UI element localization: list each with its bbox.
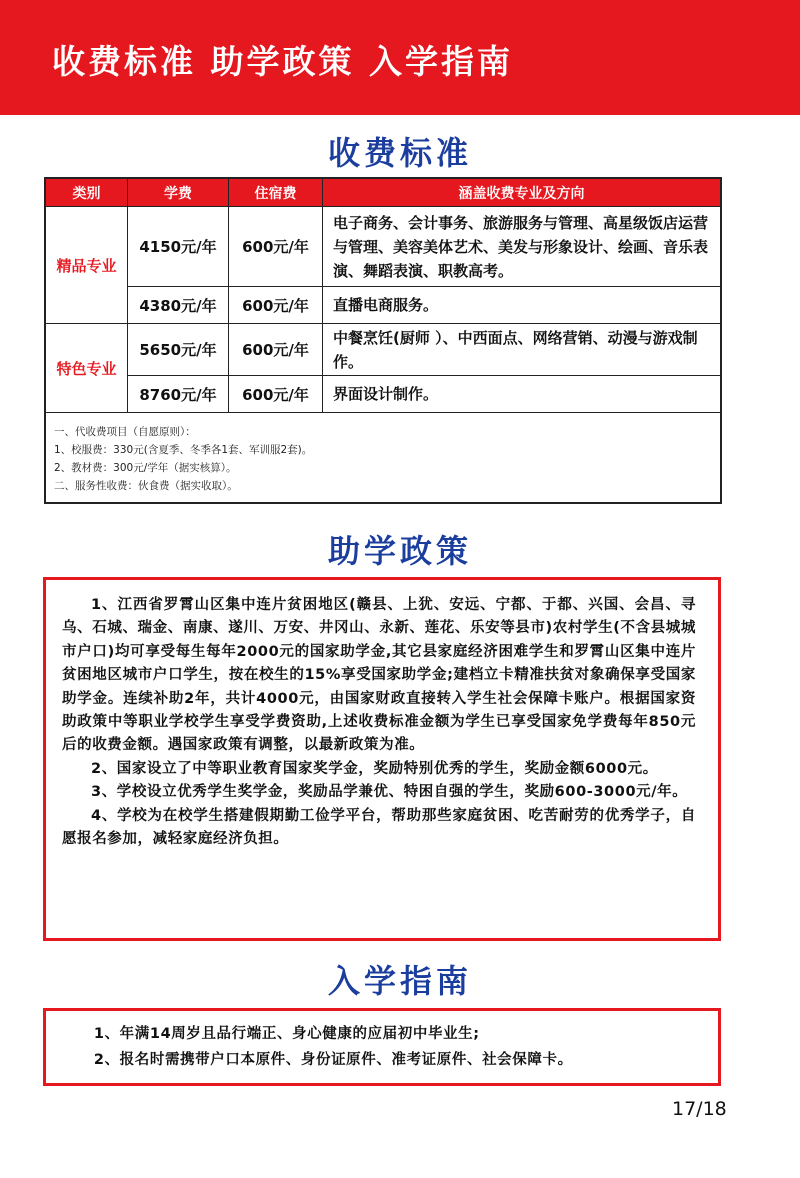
header-banner	[0, 0, 800, 115]
fees-section-title: 收费标准	[327, 134, 472, 172]
table-header-category: 类别	[46, 179, 128, 207]
tuition-cell: 4380元/年	[128, 287, 229, 324]
majors-cell: 中餐烹饪(厨师 ）、中西面点、网络营销、动漫与游戏制作。	[323, 324, 720, 376]
enroll-box	[43, 1008, 721, 1086]
table-header-tuition: 学费	[128, 179, 229, 207]
policy-paragraph: 1、江西省罗霄山区集中连片贫困地区(赣县、上犹、安远、宁都、于都、兴国、会昌、寻乌、石城、瑞金、南康、遂川、万安、井冈山、永新、莲花、乐安等县市)农村学生(不含县城城市户口)均可享受每生每年2000元的国家助学金,其它县家庭经济困难学生和罗霄山区集中连片贫困地区城市户口学生，按在校生的15%享受国家助学金;建档立卡精准扶贫对象确保享受国家助学金。连续补助2年，共计4000元，由国家财政直接转入学生社会保障卡账户。根据国家资助政策中等职业学校学生享受学费资助,上述收费标准金额为学生已享受国家免学费每年850元后的收费金额。遇国家政策有调整，以最新政策为准。	[62, 597, 696, 754]
note-line: 二、服务性收费：伙食费（据实收取）。	[54, 480, 238, 492]
majors-cell: 电子商务、会计事务、旅游服务与管理、高星级饭店运营与管理、美容美体艺术、美发与形象设计、绘画、音乐表演、舞蹈表演、职教高考。	[323, 207, 720, 287]
policy-paragraph: 3、学校设立优秀学生奖学金，奖励品学兼优、特困自强的学生，奖励600-3000元/年。	[91, 784, 688, 801]
policy-section-title: 助学政策	[327, 532, 472, 570]
table-header-lodging: 住宿费	[229, 179, 323, 207]
fee-table	[44, 177, 722, 504]
tuition-cell: 4150元/年	[128, 207, 229, 287]
enroll-item: 2、报名时需携带户口本原件、身份证原件、准考证原件、社会保障卡。	[93, 1052, 573, 1068]
enroll-item: 1、年满14周岁且品行端正、身心健康的应届初中毕业生;	[93, 1026, 480, 1042]
lodging-cell: 600元/年	[229, 376, 323, 413]
page-number: 17/18	[672, 1098, 727, 1120]
tuition-cell: 5650元/年	[128, 324, 229, 376]
note-line: 2、教材费：300元/学年（据实核算）。	[54, 462, 237, 474]
enroll-section-title: 入学指南	[327, 962, 472, 1000]
category-premium: 精品专业	[46, 207, 128, 324]
note-line: 1、校服费：330元(含夏季、冬季各1套、军训服2套)。	[54, 444, 313, 456]
category-featured: 特色专业	[46, 324, 128, 413]
note-line: 一、代收费项目（自愿原则）：	[54, 426, 196, 438]
policy-paragraph: 2、国家设立了中等职业教育国家奖学金，奖励特别优秀的学生，奖励金额6000元。	[91, 760, 658, 777]
lodging-cell: 600元/年	[229, 207, 323, 287]
policy-paragraph: 4、学校为在校学生搭建假期勤工俭学平台，帮助那些家庭贫困、吃苦耐劳的优秀学子，自愿报名参加，减轻家庭经济负担。	[62, 807, 696, 848]
tuition-cell: 8760元/年	[128, 376, 229, 413]
fee-notes	[46, 413, 720, 502]
banner-title: 收费标准 助学政策 入学指南	[52, 42, 513, 81]
majors-cell: 直播电商服务。	[323, 287, 720, 324]
majors-cell: 界面设计制作。	[323, 376, 720, 413]
lodging-cell: 600元/年	[229, 287, 323, 324]
policy-box	[43, 577, 721, 941]
lodging-cell: 600元/年	[229, 324, 323, 376]
table-header-majors: 涵盖收费专业及方向	[323, 179, 720, 207]
